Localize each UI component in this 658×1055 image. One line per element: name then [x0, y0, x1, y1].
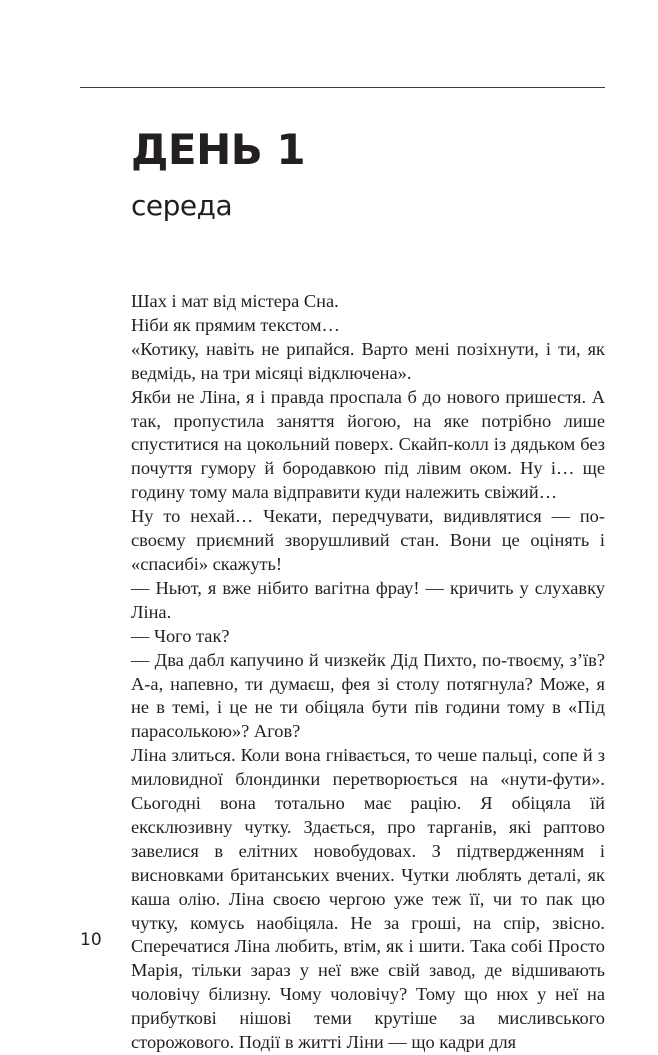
paragraph-5: Ну то нехай… Чекати, передчувати, видивлятися — по-своєму приємний зворушливий стан. Вони це оцінять і «спасибі» скажуть!: [131, 506, 605, 574]
paragraph-4: Якби не Ліна, я і правда проспала б до нового пришестя. А так, пропустила заняття йогою, на яке потрібно лише спуститися на цокольний поверх. Скайп-колл із дядьком без почуття гумору й бородавкою під лівим оком. Ну і… ще годину тому мала відправити куди належить свіжий…: [131, 386, 605, 503]
paragraph-8: — Два дабл капучино й чизкейк Дід Пихто, по-твоєму, з’їв? А-а, напевно, ти думаєш, фея зі столу потягнула? Може, я не в темі, і це не ти обіцяла бути пів години тому в «Під парасолькою»? Агов?: [131, 649, 605, 742]
page-number: 10: [80, 930, 102, 950]
paragraph-2: Ніби як прямим текстом…: [131, 314, 340, 335]
paragraph-6: — Ньют, я вже нібито вагітна фрау! — кричить у слухавку Ліна.: [131, 577, 605, 622]
paragraph-3: «Котику, навіть не рипайся. Варто мені позіхнути, і ти, як ведмідь, на три місяці відключена».: [131, 338, 605, 383]
chapter-body: [131, 290, 605, 1055]
header-rule: [80, 87, 605, 88]
paragraph-1: Шах і мат від містера Сна.: [131, 291, 339, 311]
chapter-subtitle: середа: [131, 189, 233, 222]
paragraph-9: Ліна злиться. Коли вона гнівається, то чеше пальці, сопе й з миловидної блондинки перетворюється на «нути-фути». Сьогодні вона тотально має рацію. Я обіцяла їй ексклюзивну чутку. Здається, про тарганів, які раптово завелися в елітних новобудовах. З підтвердженням і висновками британських вчених. Чутки люблять деталі, як каша олію. Ліна своєю чергою уже теж її, чи то пак цю чутку, комусь наобіцяла. Не за гроші, на спір, звісно. Сперечатися Ліна любить, втім, як і шити. Така собі Просто Марія, тільки зараз у неї вже свій завод, де відшивають чоловічу білизну. Чому чоловічу? Тому що нюх у неї на прибуткові нішові теми крутіше за мисливського сторожового. Події в житті Ліни — що кадри для: [131, 745, 605, 1053]
paragraph-7: — Чого так?: [131, 625, 230, 646]
chapter-title: ДЕНЬ 1: [131, 125, 306, 174]
